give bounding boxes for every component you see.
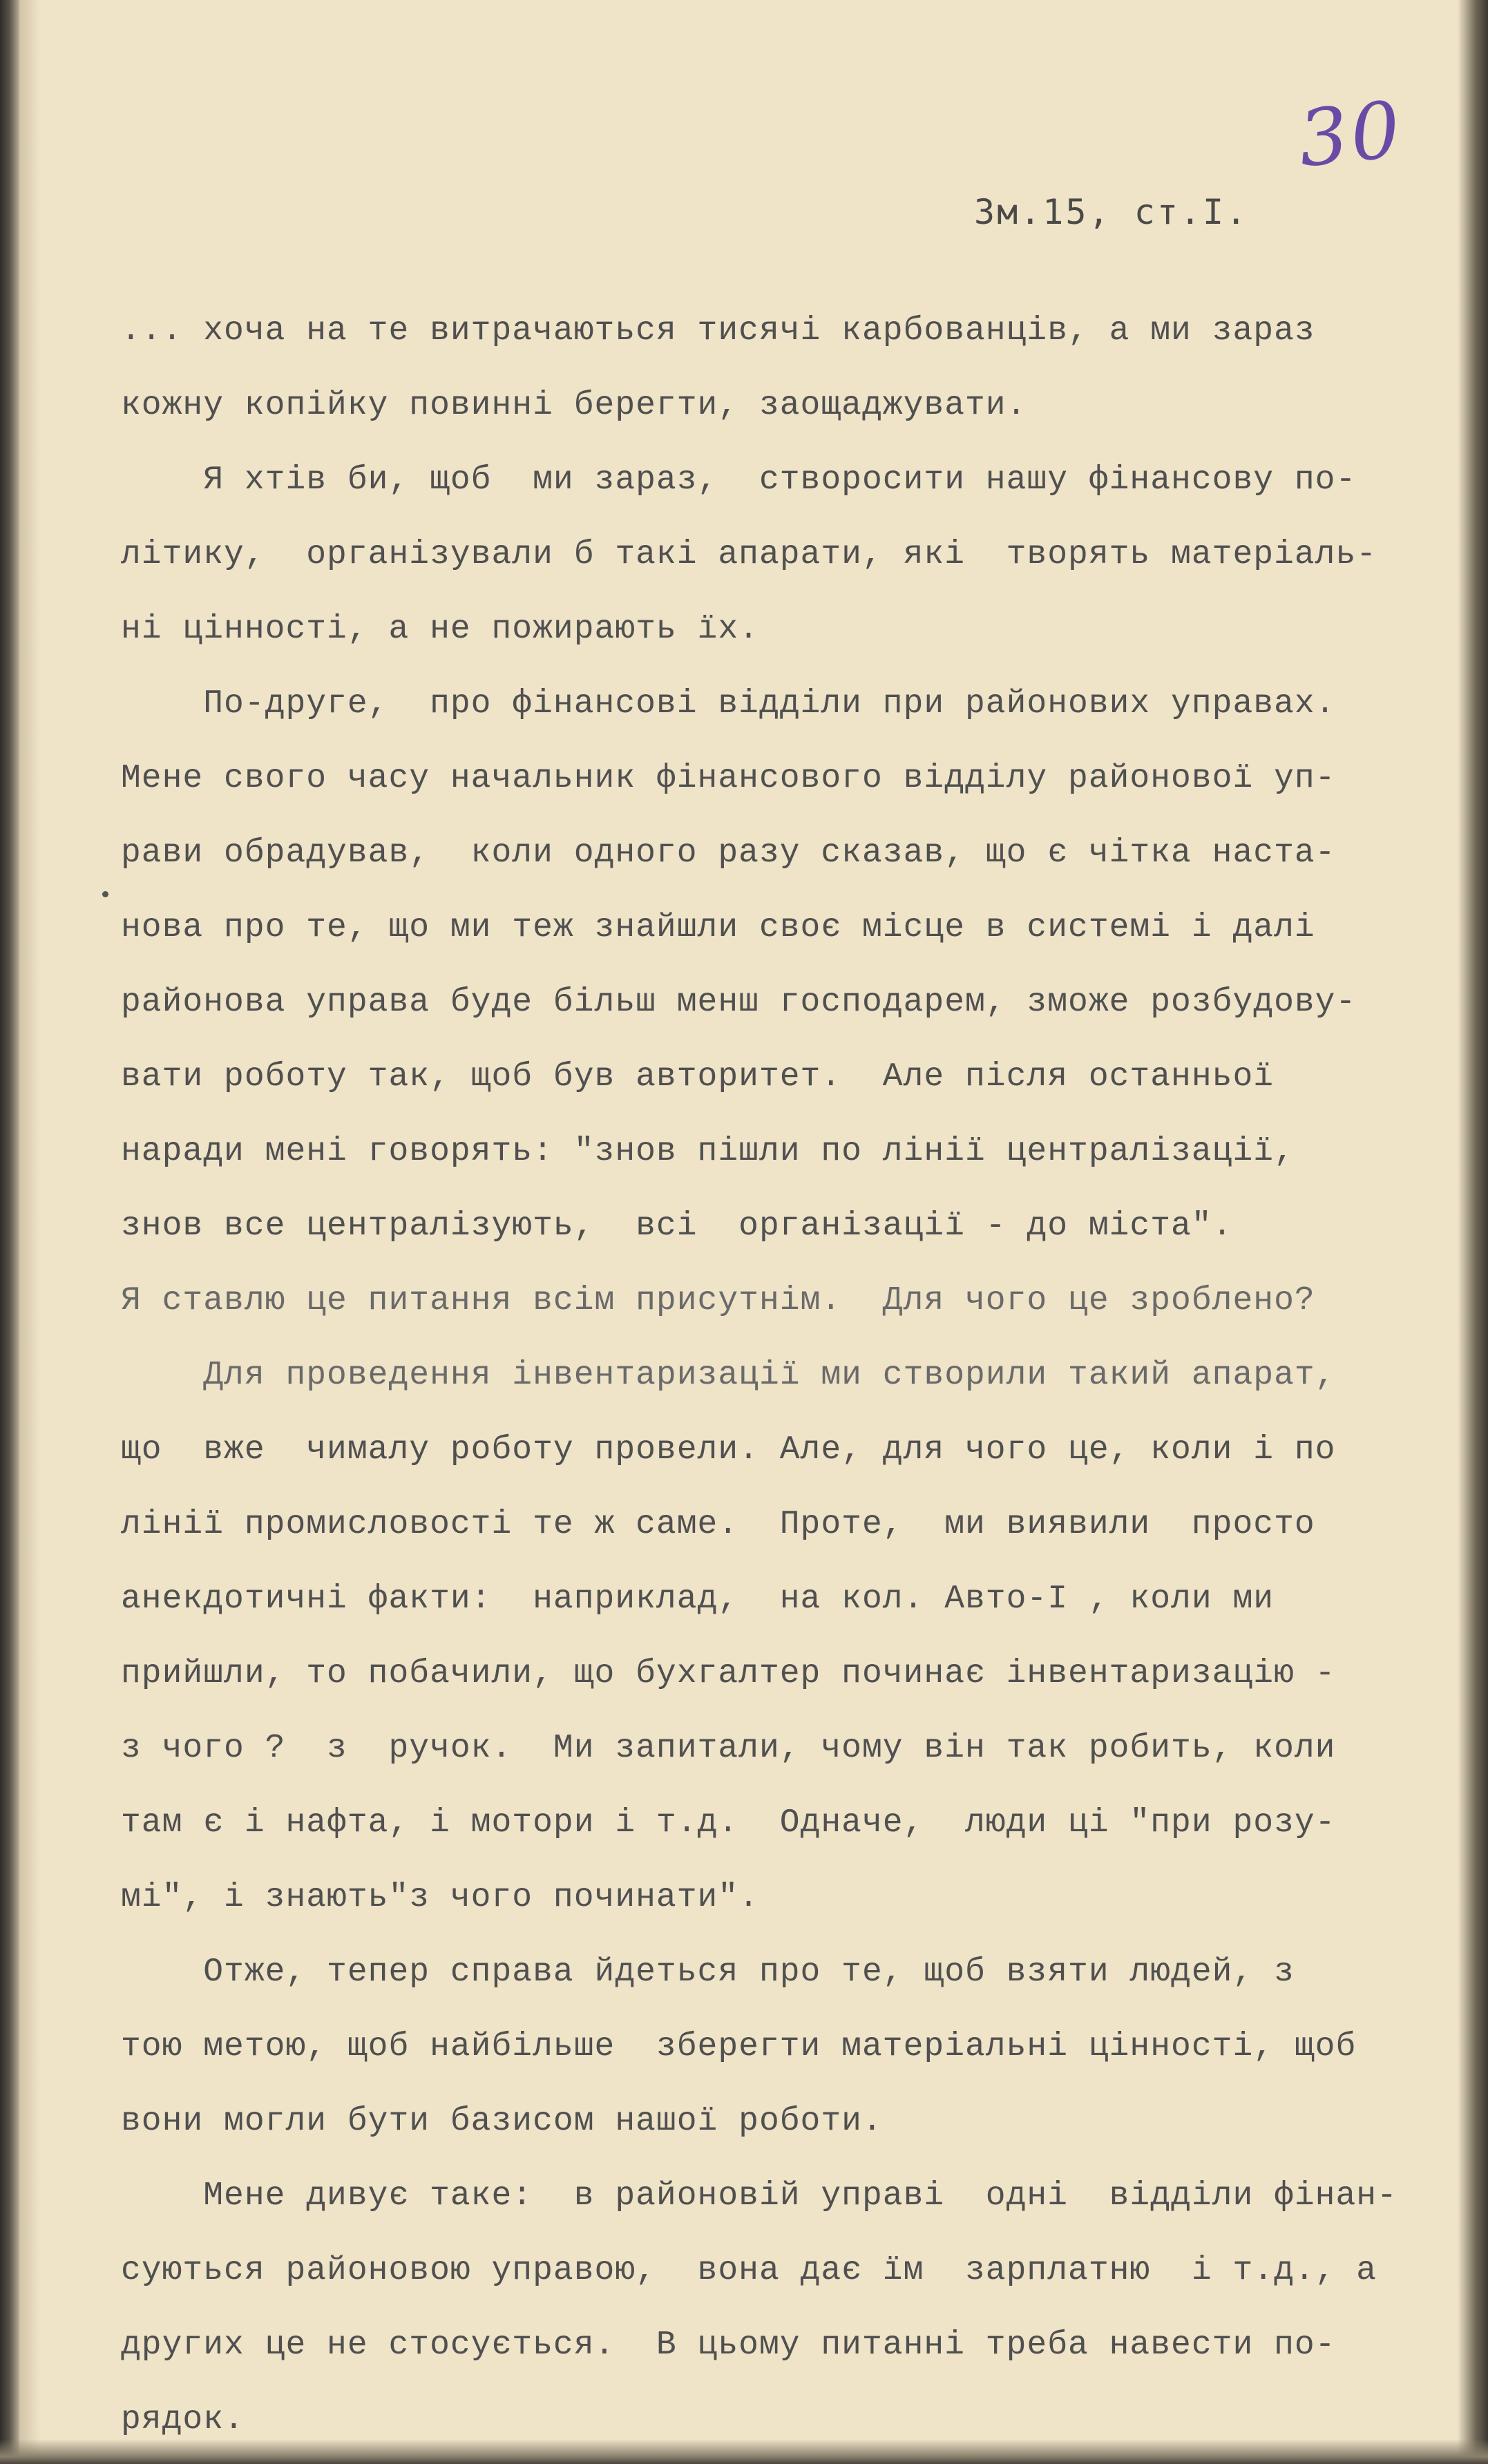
text-line: ... хоча на те витрачаються тисячі карбованців, а ми зараз xyxy=(121,312,1315,350)
text-line: що вже чималу роботу провели. Але, для чого це, коли і по xyxy=(121,1431,1336,1469)
text-line: вати роботу так, щоб був авторитет. Але після останньої xyxy=(121,1058,1275,1096)
text-line: Для проведення інвентаризації ми створили такий апарат, xyxy=(121,1357,1336,1394)
text-line: Я ставлю це питання всім присутнім. Для чого це зроблено? xyxy=(121,1282,1315,1319)
text-line: кожну копійку повинні берегти, заощаджувати. xyxy=(121,387,1027,424)
text-line: рядок. xyxy=(121,2401,245,2438)
text-line: там є і нафта, і мотори і т.д. Одначе, люди ці "при розу- xyxy=(121,1804,1336,1842)
page-edge-right xyxy=(1458,0,1488,2464)
page-reference: Зм.15, ст.І. xyxy=(974,192,1249,232)
text-line: По-друге, про фінансові відділи при районових управах. xyxy=(121,685,1336,723)
text-line: суються районовою управою, вона дає їм зарплатню і т.д., а xyxy=(121,2252,1377,2289)
page-shadow xyxy=(19,0,40,2464)
typed-text-body xyxy=(121,294,1406,2457)
text-line: тою метою, щоб найбільше зберегти матеріальні цінності, щоб xyxy=(121,2028,1357,2065)
handwritten-folio-number: 30 xyxy=(1294,84,1407,185)
text-line: прийшли, то побачили, що бухгалтер починає інвентаризацію - xyxy=(121,1655,1336,1692)
binding-strip xyxy=(0,0,19,2464)
text-line: з чого ? з ручок. Ми запитали, чому він так робить, коли xyxy=(121,1730,1336,1767)
text-line: Отже, тепер справа йдеться про те, щоб взяти людей, з xyxy=(121,1954,1295,1991)
margin-mark xyxy=(102,891,108,897)
text-line: лінії промисловості те ж саме. Проте, ми виявили просто xyxy=(121,1506,1315,1543)
text-line: знов все централізують, всі організації - до міста". xyxy=(121,1207,1233,1245)
text-line: Я хтів би, щоб ми зараз, створосити нашу фінансову по- xyxy=(121,461,1357,499)
text-line: Мене дивує таке: в районовій управі одні відділи фінан- xyxy=(121,2177,1398,2215)
text-line: вони могли бути базисом нашої роботи. xyxy=(121,2103,883,2140)
text-line: мі", і знають"з чого починати". xyxy=(121,1879,759,1916)
text-line: рави обрадував, коли одного разу сказав, що є чітка наста- xyxy=(121,834,1336,872)
text-line: анекдотичні факти: наприклад, на кол. Авто-І , коли ми xyxy=(121,1580,1275,1618)
text-line: Мене свого часу начальник фінансового відділу районової уп- xyxy=(121,760,1336,797)
text-line: літику, організували б такі апарати, які творять матеріаль- xyxy=(121,536,1377,573)
text-line: нова про те, що ми теж знайшли своє місце в системі і далі xyxy=(121,909,1315,946)
text-line: наради мені говорять: "знов пішли по лінії централізації, xyxy=(121,1133,1295,1170)
text-line: районова управа буде більш менш господарем, зможе розбудову- xyxy=(121,984,1357,1021)
text-line: других це не стосується. В цьому питанні треба навести по- xyxy=(121,2327,1336,2364)
text-line: ні цінності, а не пожирають їх. xyxy=(121,611,759,648)
